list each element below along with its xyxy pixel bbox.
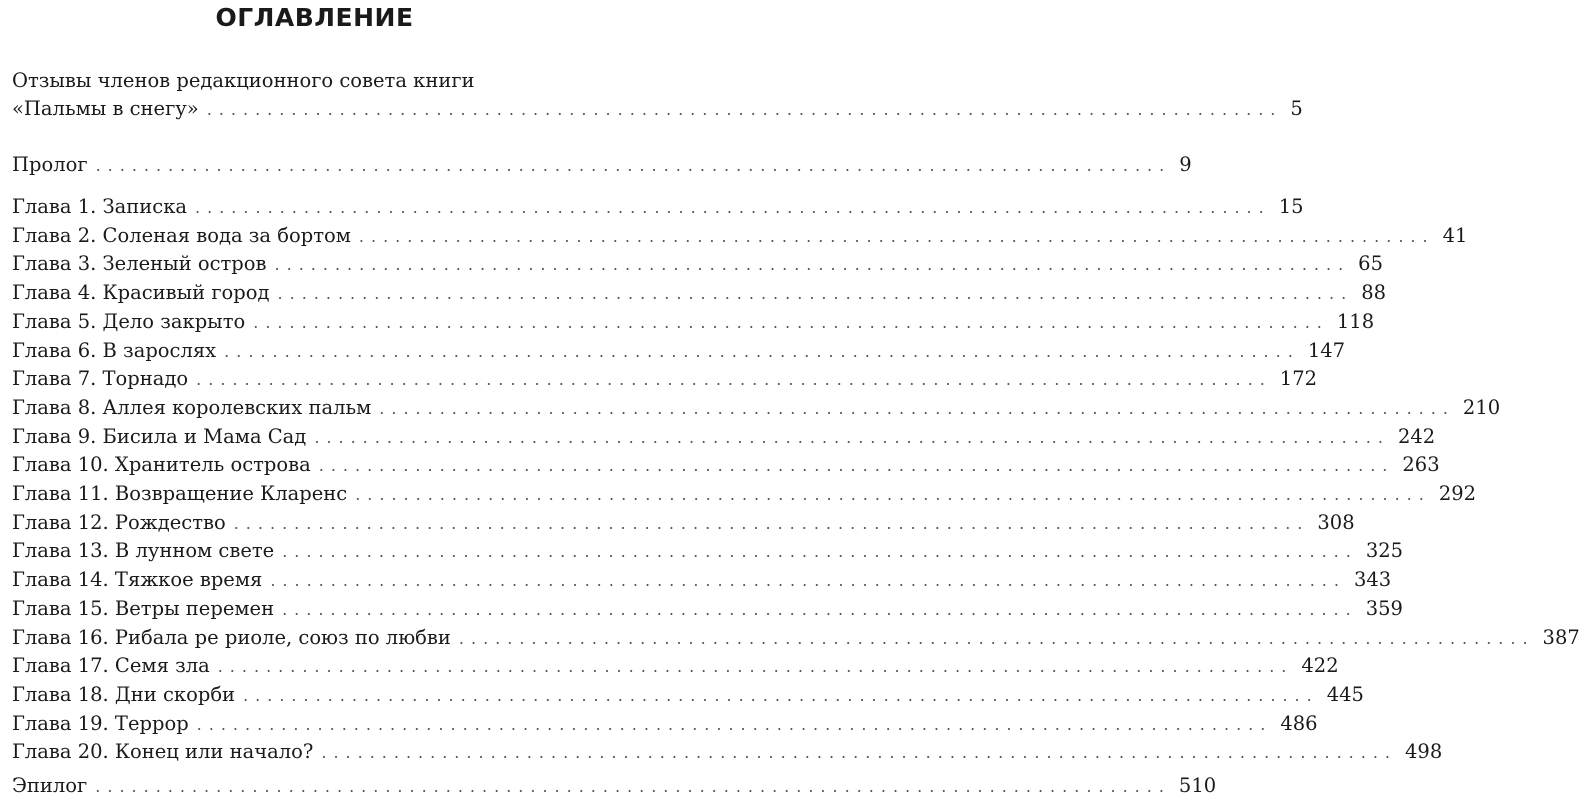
dot-leader: ......................................................................................... [379,398,1455,418]
toc-entry-page: 9 [1179,153,1192,176]
toc-entry-chapter-14[interactable] [12,568,1392,592]
toc-entry-label: Глава 4. Красивый город [12,281,270,305]
dot-leader: ......................................................................................... [95,156,1172,175]
toc-entry-page: 88 [1361,281,1387,305]
toc-entry-page: 510 [1178,774,1217,797]
dot-leader: ......................................................................................... [195,198,1271,217]
dot-leader: ......................................................................................... [274,255,1351,275]
toc-entry-page: 308 [1317,510,1355,534]
toc-entry-page: 387 [1542,625,1580,649]
toc-entry-label: Глава 7. Торнадо [12,367,189,391]
toc-entry-page: 422 [1301,654,1339,678]
dot-leader: ......................................................................................... [253,312,1329,332]
toc-entry-label: Глава 5. Дело закрыто [12,309,246,333]
toc-entry-label: Глава 15. Ветры перемен [12,596,275,620]
toc-entry-page: 172 [1279,367,1318,391]
toc-entry-label: Глава 2. Соленая вода за бортом [12,223,351,247]
toc-entry-chapter-4[interactable] [12,281,1387,305]
toc-entry-chapter-10[interactable] [12,453,1440,477]
toc-entry-label: «Пальмы в снегу» [12,97,199,120]
dot-leader: ......................................................................................... [196,714,1273,734]
dot-leader: ......................................................................................... [282,599,1358,619]
toc-entry-page: 210 [1462,395,1501,419]
toc-entry-label: Глава 1. Записка [12,195,188,218]
toc-entry-chapter-18[interactable] [12,682,1364,706]
toc-entry-page: 263 [1402,453,1440,477]
toc-entry-label: Глава 10. Хранитель острова [12,453,311,477]
toc-entry-chapter-11[interactable] [12,482,1477,505]
toc-entry-chapter-5[interactable] [12,309,1375,333]
toc-entry-chapter-6[interactable] [12,338,1346,362]
dot-leader: ......................................................................................... [270,571,1346,591]
toc-entry-label: Глава 11. Возвращение Кларенс [12,482,348,505]
toc-entry-epilogue[interactable] [12,774,1217,797]
dot-leader: ......................................................................................... [355,485,1431,504]
toc-entry-page: 325 [1365,539,1404,563]
toc-entry-chapter-3[interactable] [12,252,1383,276]
toc-entry-page: 292 [1438,482,1477,505]
toc-entry-chapter-8[interactable] [12,395,1501,419]
toc-entry-page: 147 [1307,338,1346,362]
toc-entry-label: Глава 14. Тяжкое время [12,568,263,592]
toc-entry-page: 359 [1365,596,1403,620]
dot-leader: ......................................................................................... [318,456,1395,476]
dot-leader: ......................................................................................... [206,100,1283,119]
dot-leader: ......................................................................................... [243,685,1319,705]
toc-entry-page: 15 [1278,195,1304,218]
toc-entry-page: 65 [1358,252,1383,276]
toc-entry-page: 5 [1290,97,1303,120]
toc-entry-chapter-20[interactable] [12,740,1443,764]
toc-entry-chapter-15[interactable] [12,596,1403,620]
dot-leader: ......................................................................................... [277,284,1354,304]
toc-entry-chapter-13[interactable] [12,539,1404,563]
toc-entry-label: Пролог [12,153,88,176]
dot-leader: ......................................................................................... [321,743,1398,763]
toc-entry-page: 41 [1442,223,1468,247]
toc-entry-chapter-1[interactable] [12,195,1304,218]
toc-entry-label: Глава 18. Дни скорби [12,682,236,706]
dot-leader: ......................................................................................... [282,542,1358,562]
toc-entry-page: 486 [1280,711,1318,735]
dot-leader: ......................................................................................... [217,657,1294,677]
toc-entry-prologue[interactable] [12,153,1192,176]
intro-line-1: Отзывы членов редакционного совета книги [12,69,475,92]
toc-entry-page: 498 [1405,740,1443,764]
toc-entry-chapter-12[interactable] [12,510,1355,534]
toc-entry-label: Глава 6. В зарослях [12,338,217,362]
toc-entry-page: 118 [1336,309,1375,333]
toc-entry-label: Глава 16. Рибала ре риоле, союз по любви [12,625,451,649]
toc-entry-chapter-9[interactable] [12,424,1436,448]
toc-entry-label: Глава 20. Конец или начало? [12,740,314,764]
dot-leader: ......................................................................................... [458,628,1535,648]
toc-entry-label: Глава 17. Семя зла [12,654,210,678]
dot-leader: ......................................................................................... [358,226,1435,246]
toc-entry-chapter-2[interactable] [12,223,1468,247]
toc-entry-page: 343 [1353,568,1392,592]
toc-entry-page: 242 [1397,424,1436,448]
toc-entry-chapter-7[interactable] [12,367,1318,391]
toc-entry-page: 445 [1326,682,1364,706]
dot-leader: ......................................................................................... [233,513,1310,533]
toc-entry-label: Эпилог [12,774,88,797]
page-title: ОГЛАВЛЕНИЕ [215,3,414,32]
toc-entry-chapter-19[interactable] [12,711,1318,735]
dot-leader: ......................................................................................... [95,777,1171,796]
toc-entry-label: Глава 8. Аллея королевских пальм [12,395,372,419]
toc-entry-label: Глава 9. Бисила и Мама Сад [12,424,307,448]
toc-entry-label: Глава 19. Террор [12,711,189,735]
toc-entry-label: Глава 12. Рождество [12,510,226,534]
toc-entry-intro[interactable] [12,97,1303,120]
dot-leader: ......................................................................................... [224,341,1300,361]
dot-leader: ......................................................................................... [196,370,1272,390]
toc-entry-chapter-16[interactable] [12,625,1580,649]
dot-leader: ......................................................................................... [314,427,1390,447]
toc-entry-label: Глава 13. В лунном свете [12,539,275,563]
toc-entry-label: Глава 3. Зеленый остров [12,252,267,276]
toc-entry-chapter-17[interactable] [12,654,1339,678]
